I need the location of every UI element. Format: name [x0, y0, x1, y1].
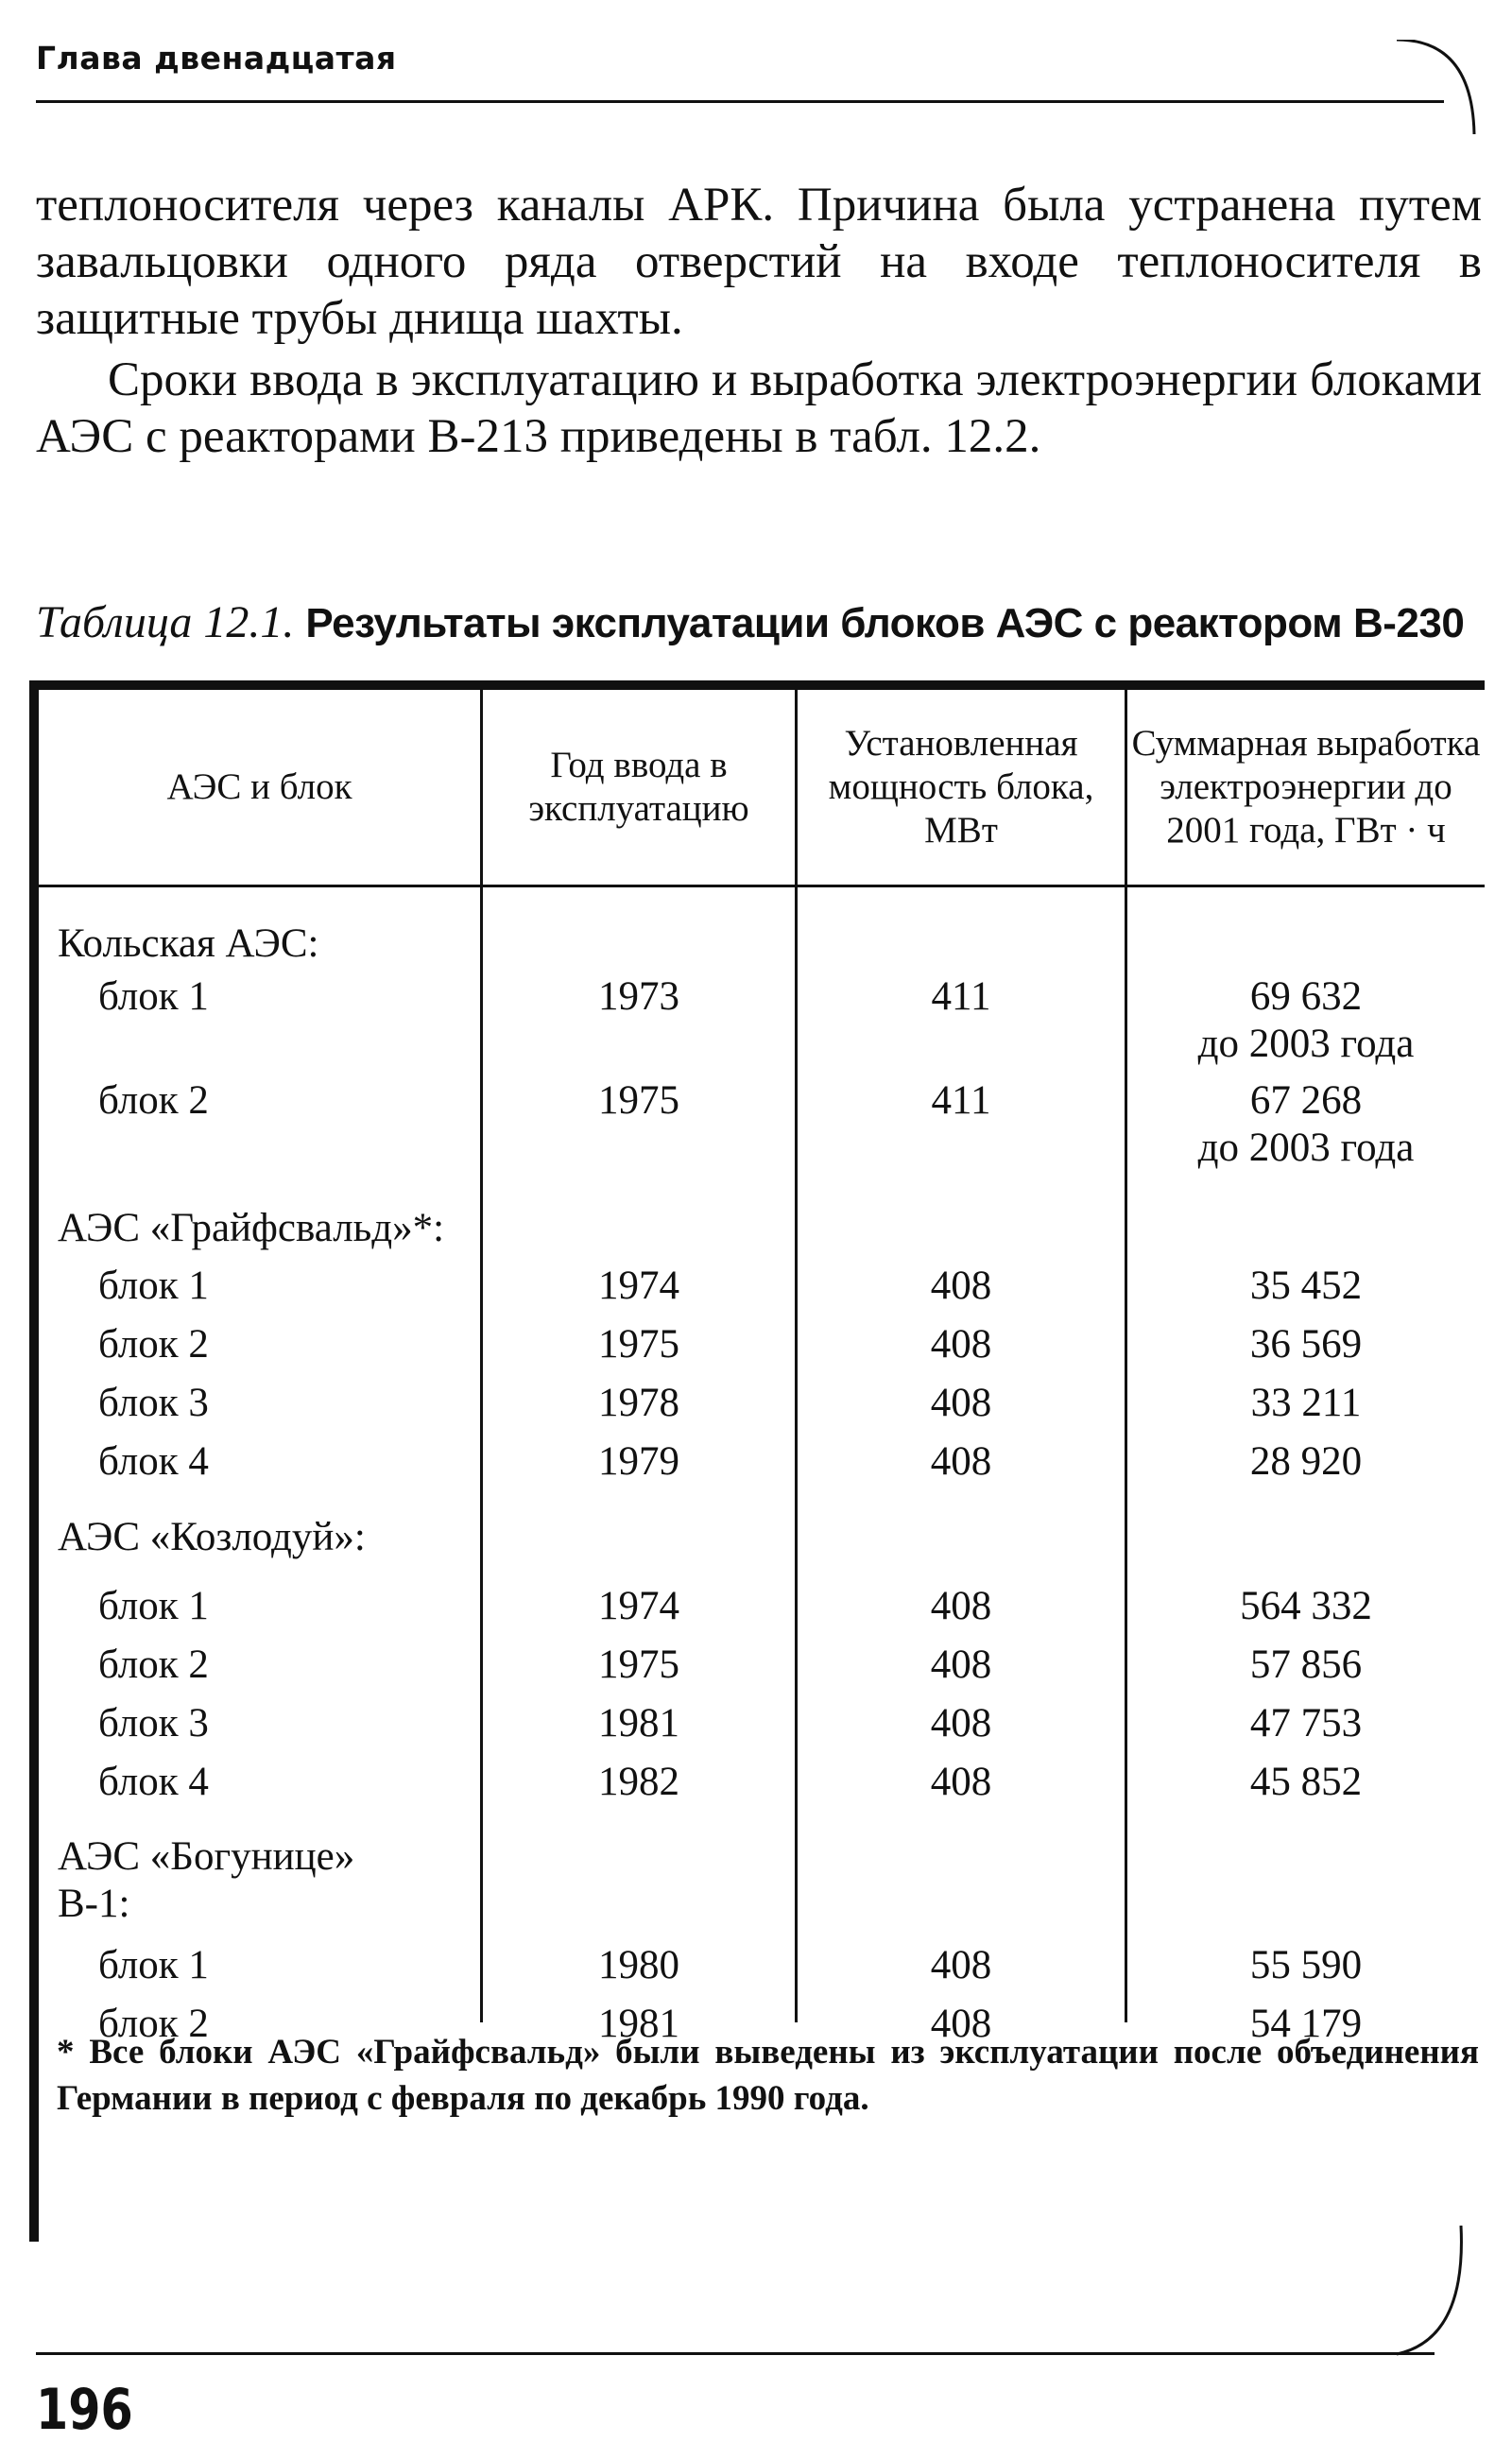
installed-power: 408 — [930, 2002, 992, 2046]
unit-name: блок 1 — [98, 1264, 209, 1308]
commission-year: 1980 — [598, 1943, 679, 1987]
plant-name: АЭС «Козлодуй»: — [58, 1515, 366, 1559]
commission-year: 1975 — [598, 1322, 679, 1367]
commission-year: 1981 — [598, 2002, 679, 2046]
column-header-plant: АЭС и блок — [166, 766, 352, 807]
unit-name: блок 1 — [98, 1943, 209, 1987]
total-output: 67 268 — [1249, 1078, 1363, 1123]
chapter-title: Глава двенадцатая — [36, 40, 397, 77]
results-table — [29, 680, 1485, 2242]
total-output: 33 211 — [1250, 1381, 1362, 1425]
unit-name: блок 2 — [98, 1322, 209, 1367]
table-header-rule — [39, 885, 1485, 887]
table-caption-title: Результаты эксплуатации блоков АЭС с реактором В-230 — [305, 600, 1465, 646]
commission-year: 1981 — [598, 1701, 679, 1745]
header-corner-curve — [1397, 40, 1482, 146]
commission-year: 1979 — [598, 1439, 679, 1484]
page-footer — [36, 2226, 1491, 2452]
total-output: 69 632 — [1249, 974, 1363, 1019]
unit-name: блок 4 — [98, 1439, 209, 1484]
total-output: 564 332 — [1240, 1584, 1372, 1628]
column-header-power: Установленная мощность блока, МВт — [828, 723, 1094, 851]
commission-year: 1974 — [598, 1584, 679, 1628]
footer-rule — [36, 2352, 1435, 2355]
commission-year: 1975 — [598, 1078, 679, 1123]
installed-power: 408 — [930, 1322, 992, 1367]
commission-year: 1982 — [598, 1760, 679, 1804]
table-left-bar — [29, 680, 39, 2242]
installed-power: 408 — [930, 1264, 992, 1308]
installed-power: 411 — [931, 974, 991, 1019]
body-paragraph-1: теплоносителя через каналы АРК. Причина была устранена путем завальцовки одного ряда отверстий на входе теплоносителя в защитные трубы днища шахты. — [36, 179, 1482, 345]
table-caption-label: Таблица 12.1. — [36, 597, 295, 647]
installed-power: 408 — [930, 1642, 992, 1687]
page-number: 196 — [36, 2377, 133, 2443]
installed-power: 408 — [930, 1701, 992, 1745]
table-footnote: * Все блоки АЭС «Грайфсвальд» были выведены из эксплуатации после объединения Германии в период с февраля по декабрь 1990 года. — [57, 2033, 1479, 2118]
total-output: 47 753 — [1249, 1701, 1363, 1745]
unit-name: блок 2 — [98, 1642, 209, 1687]
commission-year: 1975 — [598, 1642, 679, 1687]
body-paragraph-2: Сроки ввода в эксплуатацию и выработка электроэнергии блоками АЭС с реакторами В-213 приведены в табл. 12.2. — [36, 353, 1482, 463]
total-output: 57 856 — [1249, 1642, 1363, 1687]
unit-name: блок 3 — [98, 1701, 209, 1745]
unit-name: блок 3 — [98, 1381, 209, 1425]
total-output: 55 590 — [1249, 1943, 1363, 1987]
commission-year: 1973 — [598, 974, 679, 1019]
total-output: 28 920 — [1249, 1439, 1363, 1484]
installed-power: 408 — [930, 1439, 992, 1484]
running-header — [36, 40, 1474, 106]
installed-power: 411 — [931, 1078, 991, 1123]
output-note: до 2003 года — [1197, 1022, 1415, 1066]
commission-year: 1974 — [598, 1264, 679, 1308]
unit-name: блок 4 — [98, 1760, 209, 1804]
unit-name: блок 2 — [98, 1078, 209, 1123]
output-note: до 2003 года — [1197, 1126, 1415, 1170]
unit-name: блок 2 — [98, 2002, 209, 2046]
plant-name-line2: В-1: — [58, 1882, 130, 1926]
total-output: 54 179 — [1249, 2002, 1363, 2046]
commission-year: 1978 — [598, 1381, 679, 1425]
installed-power: 408 — [930, 1760, 992, 1804]
unit-name: блок 1 — [98, 974, 209, 1019]
footer-corner-curve — [1397, 2226, 1472, 2358]
plant-name: АЭС «Грайфсвальд»*: — [58, 1206, 445, 1250]
header-rule — [36, 100, 1444, 103]
total-output: 45 852 — [1249, 1760, 1363, 1804]
unit-name: блок 1 — [98, 1584, 209, 1628]
installed-power: 408 — [930, 1381, 992, 1425]
plant-name: АЭС «Богунице» — [58, 1834, 355, 1879]
total-output: 35 452 — [1249, 1264, 1363, 1308]
installed-power: 408 — [930, 1584, 992, 1628]
table-caption — [36, 596, 1491, 648]
total-output: 36 569 — [1249, 1322, 1363, 1367]
plant-name: Кольская АЭС: — [58, 921, 319, 966]
table-top-bar — [29, 680, 1485, 690]
installed-power: 408 — [930, 1943, 992, 1987]
column-header-output: Суммарная выработка электроэнергии до 2001 года, ГВт · ч — [1131, 723, 1481, 851]
column-header-year: Год ввода в эксплуатацию — [528, 745, 749, 829]
